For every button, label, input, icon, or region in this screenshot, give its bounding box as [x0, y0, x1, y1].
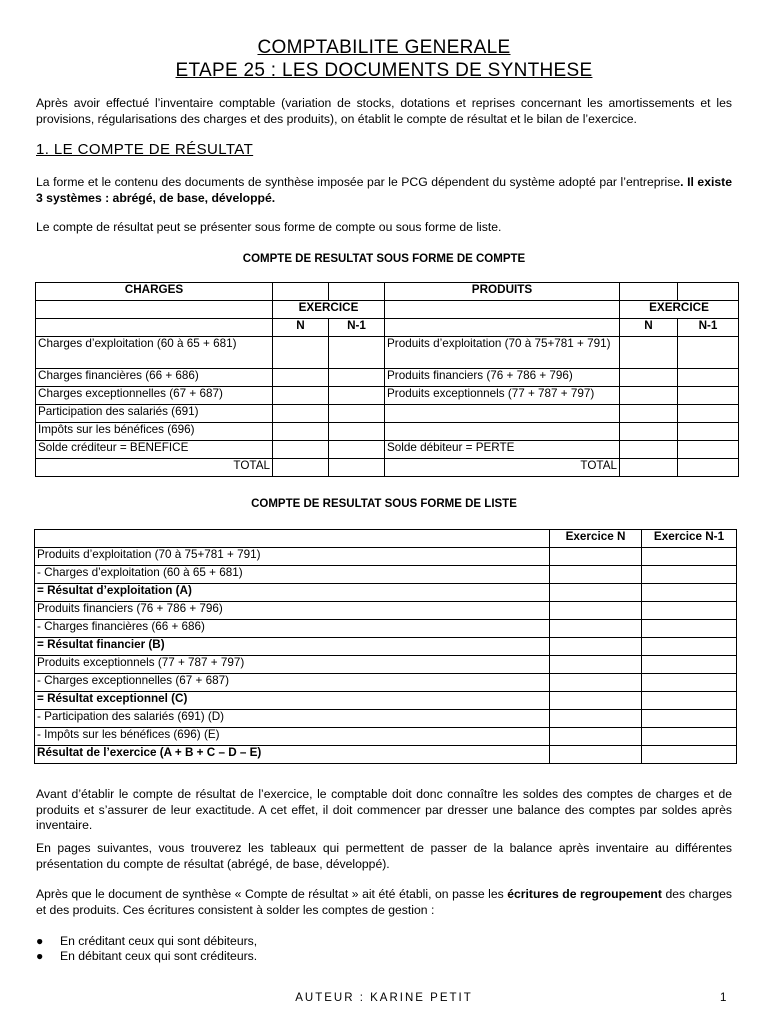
table-row [35, 638, 737, 656]
table-cell [620, 283, 678, 301]
paragraph-forms: Le compte de résultat peut se présenter sous forme de compte ou sous forme de liste. [36, 220, 502, 234]
paragraph-systems-bold: . Il existe 3 systèmes : abrégé, de base, développé. [36, 175, 732, 205]
table-cell [550, 602, 642, 620]
table-cell [642, 584, 737, 602]
table-cell [620, 405, 678, 423]
table-cell [36, 319, 273, 337]
table-cell [329, 387, 385, 405]
table-cell [35, 530, 550, 548]
table-row [35, 710, 737, 728]
table-cell [329, 423, 385, 441]
table-cell [329, 369, 385, 387]
charges-header: CHARGES [36, 283, 273, 301]
produit-label: Solde débiteur = PERTE [385, 441, 620, 459]
table-cell [678, 283, 739, 301]
table-cell [620, 369, 678, 387]
table-cell [678, 337, 739, 369]
table-cell [36, 301, 273, 319]
row-label: Produits exceptionnels (77 + 787 + 797) [35, 656, 550, 674]
table-cell [329, 459, 385, 477]
table-cell [642, 656, 737, 674]
table-cell [329, 337, 385, 369]
table-cell [642, 620, 737, 638]
table-row [35, 566, 737, 584]
bullet-icon: ● [36, 949, 44, 963]
table-row [35, 746, 737, 764]
produits-header: PRODUITS [385, 283, 620, 301]
produit-label: Produits d’exploitation (70 à 75+781 + 791) [385, 337, 620, 369]
produit-label: Produits exceptionnels (77 + 787 + 797) [385, 387, 620, 405]
table-row [35, 656, 737, 674]
charge-label: Participation des salariés (691) [36, 405, 273, 423]
list-item [36, 949, 257, 964]
table-cell [550, 674, 642, 692]
table-cell [678, 441, 739, 459]
table-cell [273, 283, 329, 301]
table-cell [642, 710, 737, 728]
table-cell [678, 387, 739, 405]
table-row [35, 728, 737, 746]
bullet-icon: ● [36, 934, 44, 948]
table-cell [620, 387, 678, 405]
table-cell [385, 319, 620, 337]
table-cell [273, 423, 329, 441]
col-n1: N-1 [329, 319, 385, 337]
table-cell [550, 566, 642, 584]
document-subtitle: ETAPE 25 : LES DOCUMENTS DE SYNTHESE [175, 60, 593, 81]
table-row [36, 369, 739, 387]
paragraph-balance: Avant d’établir le compte de résultat de l’exercice, le comptable doit donc connaître les soldes des comptes de charges et de produits et s’assurer de leur exactitude. A cet effet, il doit commencer par dresser une balance des comptes par soldes après inventaire. [36, 787, 732, 832]
table-cell [550, 728, 642, 746]
total-row [36, 459, 739, 477]
row-label: - Impôts sur les bénéfices (696) (E) [35, 728, 550, 746]
paragraph-systems [36, 175, 732, 206]
col-exercice-n1: Exercice N-1 [642, 530, 737, 548]
table-cell [550, 746, 642, 764]
table-cell [550, 656, 642, 674]
document-title: COMPTABILITE GENERALE [257, 37, 511, 58]
col-n: N [273, 319, 329, 337]
row-label: - Participation des salariés (691) (D) [35, 710, 550, 728]
exercice-header-charges: EXERCICE [273, 301, 385, 319]
table-cell [550, 638, 642, 656]
table-row [35, 548, 737, 566]
table-row [35, 602, 737, 620]
table-cell [620, 337, 678, 369]
table-cell [550, 692, 642, 710]
table-cell [273, 441, 329, 459]
table-cell [550, 620, 642, 638]
total-label-charges: TOTAL [36, 459, 273, 477]
table-cell [550, 710, 642, 728]
table-cell [678, 423, 739, 441]
table-row [36, 441, 739, 459]
table-cell [620, 459, 678, 477]
table-cell [550, 584, 642, 602]
table-cell [678, 369, 739, 387]
charge-label: Charges d’exploitation (60 à 65 + 681) [36, 337, 273, 369]
table-cell [620, 423, 678, 441]
exercice-header-produits: EXERCICE [620, 301, 739, 319]
table-cell [642, 746, 737, 764]
paragraph-systems-text: La forme et le contenu des documents de synthèse imposée par le PCG dépendent du système adopté par l’entreprise [36, 175, 681, 189]
col-n1: N-1 [678, 319, 739, 337]
table-cell [329, 441, 385, 459]
row-label: Produits financiers (76 + 786 + 796) [35, 602, 550, 620]
table-cell [678, 459, 739, 477]
table-cell [620, 441, 678, 459]
intro-paragraph: Après avoir effectué l’inventaire comptable (variation de stocks, dotations et reprises concernant les amortissements et les provisions, régularisations des charges et des produits), on établit le compte de résultat et le bilan de l’exercice. [36, 96, 732, 126]
table-row [35, 674, 737, 692]
paragraph-pages: En pages suivantes, vous trouverez les tableaux qui permettent de passer de la balance après inventaire au différentes présentation du compte de résultat (abrégé, de base, développé). [36, 841, 732, 871]
paragraph-regroupement-bold: écritures de regroupement [507, 887, 662, 901]
produit-label [385, 405, 620, 423]
table-cell [329, 283, 385, 301]
total-label-produits: TOTAL [385, 459, 620, 477]
row-label: - Charges financières (66 + 686) [35, 620, 550, 638]
bullet-text: En débitant ceux qui sont créditeurs. [60, 949, 258, 963]
liste-table [34, 529, 737, 764]
table-cell [642, 602, 737, 620]
table-cell [642, 728, 737, 746]
table-row [36, 405, 739, 423]
produit-label [385, 423, 620, 441]
table-row [35, 620, 737, 638]
table-cell [642, 692, 737, 710]
table-cell [385, 301, 620, 319]
table-row [36, 423, 739, 441]
table-cell [642, 638, 737, 656]
table-cell [273, 459, 329, 477]
col-exercice-n: Exercice N [550, 530, 642, 548]
section-heading: 1. LE COMPTE DE RÉSULTAT [36, 141, 254, 158]
compte-table [35, 282, 739, 477]
charge-label: Charges exceptionnelles (67 + 687) [36, 387, 273, 405]
bullet-text: En créditant ceux qui sont débiteurs, [60, 934, 258, 948]
table-cell [273, 337, 329, 369]
table-cell [273, 387, 329, 405]
row-label: Produits d’exploitation (70 à 75+781 + 791) [35, 548, 550, 566]
row-label: Résultat de l’exercice (A + B + C – D – E) [35, 746, 550, 764]
row-label: = Résultat financier (B) [35, 638, 550, 656]
table-cell [273, 369, 329, 387]
table-row [35, 584, 737, 602]
table-cell [550, 548, 642, 566]
table-cell [329, 405, 385, 423]
footer-author: AUTEUR : KARINE PETIT [295, 992, 473, 1004]
table-cell [642, 548, 737, 566]
page-number: 1 [720, 992, 727, 1004]
table-row [35, 692, 737, 710]
table2-caption: COMPTE DE RESULTAT SOUS FORME DE LISTE [251, 498, 517, 510]
table-cell [642, 566, 737, 584]
produit-label: Produits financiers (76 + 786 + 796) [385, 369, 620, 387]
charge-label: Solde créditeur = BENEFICE [36, 441, 273, 459]
row-label: - Charges exceptionnelles (67 + 687) [35, 674, 550, 692]
charge-label: Charges financières (66 + 686) [36, 369, 273, 387]
paragraph-regroupement-a: Après que le document de synthèse « Compte de résultat » ait été établi, on passe les [36, 887, 508, 901]
table-row [36, 387, 739, 405]
table1-caption: COMPTE DE RESULTAT SOUS FORME DE COMPTE [242, 253, 526, 265]
table-cell [642, 674, 737, 692]
row-label: - Charges d’exploitation (60 à 65 + 681) [35, 566, 550, 584]
table-row [36, 337, 739, 369]
table-cell [273, 405, 329, 423]
row-label: = Résultat d’exploitation (A) [35, 584, 550, 602]
table-cell [678, 405, 739, 423]
paragraph-regroupement [36, 887, 732, 918]
paragraph-regroupement-b: des charges et des produits. Ces écritures consistent à solder les comptes de gestion : [36, 887, 733, 917]
col-n: N [620, 319, 678, 337]
row-label: = Résultat exceptionnel (C) [35, 692, 550, 710]
list-item [36, 934, 257, 949]
charge-label: Impôts sur les bénéfices (696) [36, 423, 273, 441]
